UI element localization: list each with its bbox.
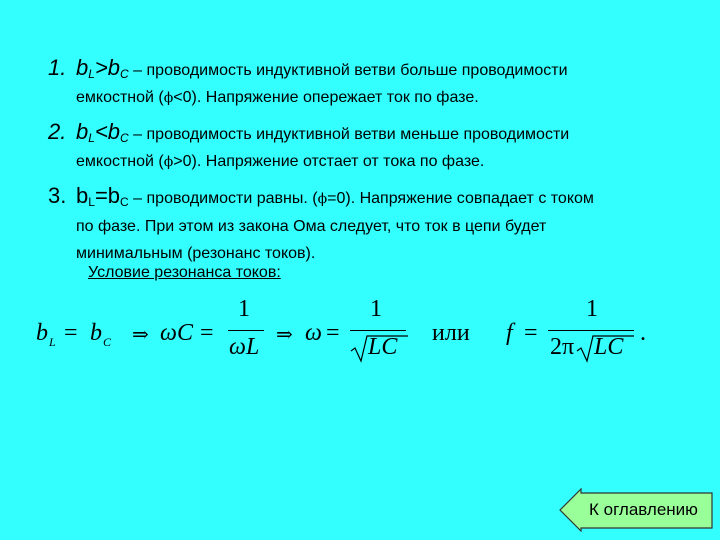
formula-frac3-bar	[548, 330, 634, 331]
list-item-3	[48, 182, 688, 267]
item-text-line2: емкостной (ϕ<0). Напряжение опережает ток по фазе.	[76, 89, 479, 106]
formula-eq-3: =	[326, 320, 340, 346]
item-number: 3.	[48, 183, 67, 208]
formula-frac3-num: 1	[586, 296, 598, 322]
item-text-line1: – проводимость индуктивной ветви больше проводимости	[128, 62, 568, 79]
item-formula: $b_L=b_C$	[76, 183, 129, 209]
item-formula: $b_L<b_C$	[76, 119, 129, 145]
formula-bL: b	[36, 320, 48, 346]
formula-eq-1: =	[64, 320, 78, 346]
formula-implies-1: ⇒	[132, 322, 149, 346]
formula-frac1-bar	[228, 330, 264, 331]
resonance-formula	[0, 290, 720, 370]
formula-omega: ω	[305, 320, 322, 346]
formula-implies-2: ⇒	[276, 322, 293, 346]
item-text-line2: емкостной (ϕ>0). Напряжение отстает от тока по фазе.	[76, 153, 485, 170]
formula-bL-sub: L	[49, 335, 56, 349]
formula-period: .	[640, 320, 646, 346]
formula-frac2-num: 1	[370, 296, 382, 322]
formula-eq-4: =	[524, 320, 538, 346]
formula-bC: b	[90, 320, 102, 346]
item-text-line1: – проводимости равны. (ϕ=0). Напряжение совпадает с током	[128, 190, 594, 207]
item-formula: $b_L>b_C$	[76, 55, 129, 81]
formula-frac2-den: LC	[368, 334, 398, 360]
item-text-line3: минимальным (резонанс токов).	[76, 245, 316, 262]
formula-frac3-den: LC	[594, 334, 624, 360]
formula-eq-2: =	[200, 320, 214, 346]
formula-frac3-twopi: 2π	[550, 334, 575, 360]
formula-frac1-num: 1	[238, 296, 250, 322]
item-text-line2: по фазе. При этом из закона Ома следует, что ток в цепи будет	[76, 218, 547, 235]
list-item-2	[48, 118, 688, 176]
table-of-contents-label: К оглавлению	[589, 500, 698, 519]
item-number: 1.	[48, 55, 67, 80]
formula-omegaC: ωC	[160, 320, 193, 346]
resonance-condition-title: Условие резонанса токов:	[88, 264, 281, 281]
table-of-contents-button[interactable]	[559, 488, 715, 532]
formula-frac1-den: ωL	[229, 334, 260, 360]
item-text-line1: – проводимость индуктивной ветви меньше проводимости	[128, 126, 570, 143]
formula-or: или	[432, 320, 470, 346]
formula-bC-sub: C	[103, 335, 112, 349]
formula-f: f	[506, 320, 513, 346]
formula-frac2-bar	[350, 330, 406, 331]
item-number: 2.	[48, 119, 67, 144]
content-list	[48, 54, 688, 273]
list-item-1	[48, 54, 688, 112]
